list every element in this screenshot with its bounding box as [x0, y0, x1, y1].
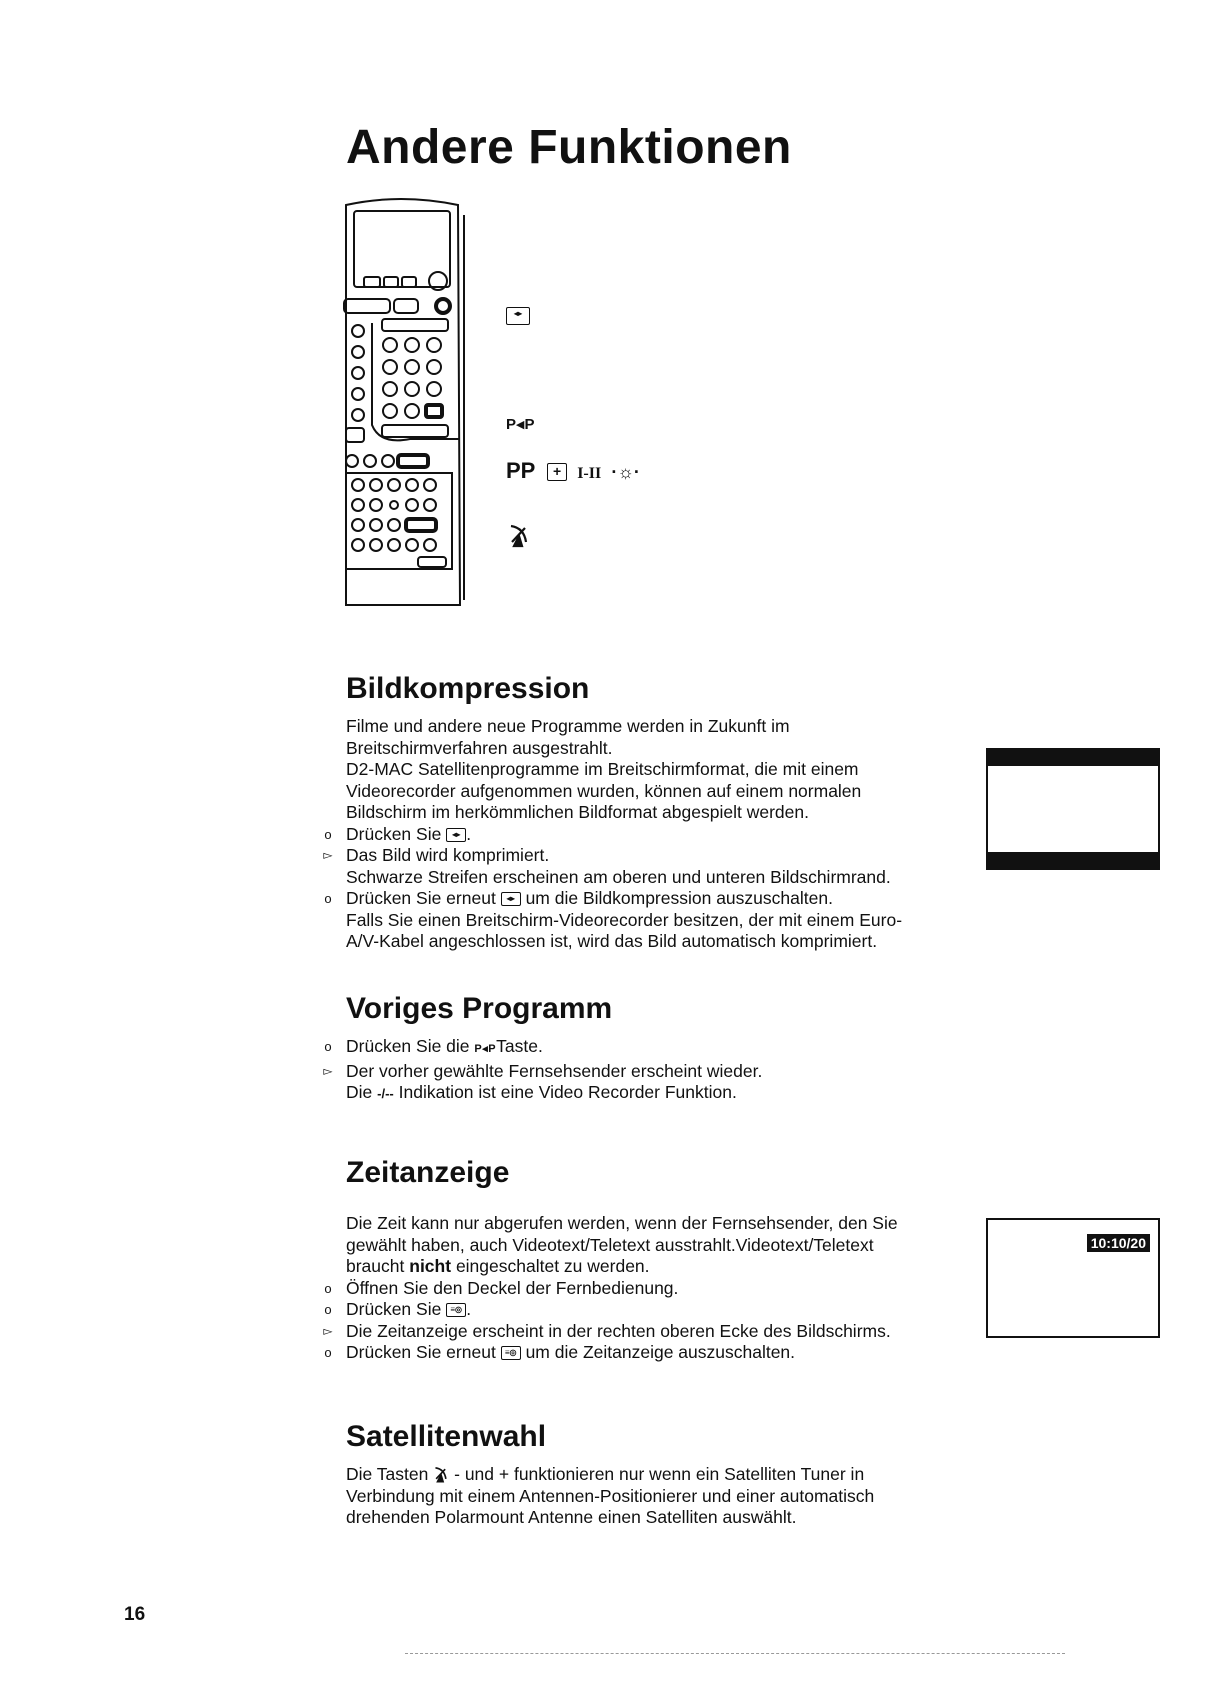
text-line: gewählt haben, auch Videotext/Teletext ausstrahlt.Videotext/Teletext: [346, 1234, 874, 1255]
section-title-bildkompression: Bildkompression: [346, 672, 590, 705]
text-line: [346, 1082, 966, 1105]
text-span: Drücken Sie: [346, 823, 442, 844]
text-span: Drücken Sie: [346, 1299, 442, 1319]
text-line: Die Zeit kann nur abgerufen werden, wenn der Fernsehsender, den Sie: [346, 1213, 898, 1233]
text-span: Die Zeitanzeige erscheint in der rechten oberen Ecke des Bildschirms.: [346, 1320, 891, 1341]
instruction-line: [324, 1036, 966, 1061]
satellite-icon: [508, 522, 530, 548]
instruction-line: [324, 1342, 966, 1364]
triangle-bullet: ▻: [323, 1323, 333, 1338]
instruction-line: o Drücken Sie ≡◎ .: [346, 1299, 966, 1321]
clock-key-icon: ≡◎: [501, 1346, 521, 1360]
result-line: [323, 1060, 966, 1083]
circle-bullet: o: [324, 891, 332, 906]
compression-key-icon: ◂▸: [506, 307, 530, 325]
text-line: D2-MAC Satellitenprogramme im Breitschirmformat, die mit einem: [346, 759, 859, 779]
tv-clock-illustration: [986, 1218, 1160, 1338]
scan-artifact-line: [405, 1653, 1065, 1654]
instruction-line: [324, 1277, 966, 1300]
section-title-voriges-programm: Voriges Programm: [346, 992, 613, 1025]
text-line: Falls Sie einen Breitschirm-Videorecorder besitzen, der mit einem Euro-: [346, 909, 903, 930]
triangle-bullet: ▻: [323, 848, 333, 862]
pp-key-label: P◂P: [474, 1043, 497, 1055]
text-line: Breitschirmverfahren ausgestrahlt.: [346, 737, 613, 758]
text-span: Die Tasten: [346, 1464, 429, 1484]
text-span: Öffnen Sie den Deckel der Fernbedienung.: [346, 1277, 679, 1298]
text-line: Schwarze Streifen erscheinen am oberen und unteren Bildschirmrand.: [346, 866, 891, 887]
text-span: Indikation ist eine Video Recorder Funktion.: [398, 1082, 737, 1102]
compression-key-icon: ◂▸: [501, 892, 521, 906]
remote-control-illustration: [340, 195, 475, 615]
zeitanzeige-text: [323, 1213, 966, 1364]
text-line: Filme und andere neue Programme werden in Zukunft im: [346, 716, 790, 736]
text-span: braucht: [346, 1256, 405, 1276]
legend-row-pp: [506, 458, 640, 484]
circle-bullet: o: [324, 1302, 332, 1317]
instruction-line: [324, 888, 966, 910]
result-line: [323, 1320, 966, 1343]
circle-bullet: o: [324, 1280, 332, 1296]
pp-key-label: P◂P: [506, 416, 536, 433]
text-line: drehenden Polarmount Antenne einen Satelliten auswählt.: [346, 1507, 797, 1527]
text-span: um die Zeitanzeige auszuschalten.: [525, 1342, 796, 1362]
text-line: [346, 1256, 966, 1278]
triangle-bullet: ▻: [323, 1063, 333, 1078]
emphasis: nicht: [409, 1256, 452, 1276]
section-title-zeitanzeige: Zeitanzeige: [346, 1156, 510, 1189]
i-ii-label: I-II: [577, 465, 602, 482]
circle-bullet: o: [324, 826, 332, 842]
text-span: Drücken Sie die: [346, 1036, 470, 1056]
text-line: Videorecorder aufgenommen wurden, können auf einem normalen: [346, 780, 862, 801]
satellite-icon: [433, 1465, 449, 1483]
brightness-icon: ·☼·: [611, 462, 640, 482]
circle-bullet: o: [324, 1345, 332, 1360]
text-span: Drücken Sie erneut: [346, 1342, 496, 1362]
plus-box-icon: +: [547, 463, 567, 481]
text-line: Bildschirm im herkömmlichen Bildformat abgespielt werden.: [346, 802, 809, 822]
satellitenwahl-text: [346, 1464, 966, 1529]
bildkompression-text: [323, 716, 966, 953]
text-line: [346, 1464, 966, 1486]
clock-key-icon: ≡◎: [446, 1303, 466, 1317]
page-number: 16: [124, 1604, 146, 1625]
dash-key-label: -/--: [377, 1086, 394, 1101]
text-span: eingeschaltet zu werden.: [455, 1256, 650, 1276]
text-line: Verbindung mit einem Antennen-Positionierer und einer automatisch: [346, 1485, 875, 1506]
text-span: Die: [346, 1082, 373, 1102]
result-line: [323, 845, 966, 867]
text-span: Das Bild wird komprimiert.: [346, 845, 550, 865]
black-bar-bottom: [988, 852, 1158, 868]
text-span: Drücken Sie erneut: [346, 888, 496, 908]
circle-bullet: o: [324, 1039, 332, 1054]
pp-label: PP: [506, 458, 535, 483]
instruction-line: o Drücken Sie ◂▸ .: [346, 824, 966, 846]
section-title-satellitenwahl: Satellitenwahl: [346, 1420, 547, 1453]
text-span: - und + funktionieren nur wenn ein Satelliten Tuner in: [454, 1464, 865, 1484]
compression-key-icon: ◂▸: [446, 828, 466, 842]
text-span: Taste.: [496, 1036, 543, 1056]
voriges-text: [323, 1036, 966, 1105]
tv-compressed-illustration: [986, 748, 1160, 870]
page-title: Andere Funktionen: [346, 121, 792, 174]
clock-display: 10:10/20: [1087, 1234, 1150, 1252]
text-span: um die Bildkompression auszuschalten.: [525, 888, 833, 908]
black-bar-top: [988, 750, 1158, 766]
text-span: Der vorher gewählte Fernsehsender erscheint wieder.: [346, 1060, 763, 1081]
text-line: A/V-Kabel angeschlossen ist, wird das Bild automatisch komprimiert.: [346, 931, 878, 951]
